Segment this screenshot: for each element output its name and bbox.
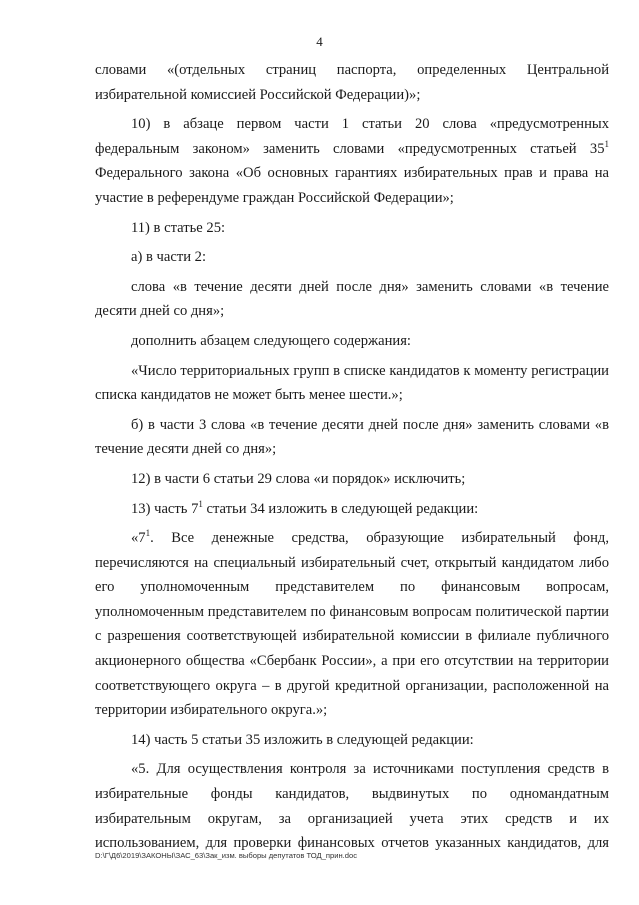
page-number: 4: [316, 34, 323, 49]
document-body: [95, 58, 609, 861]
paragraph: слова «в течение десяти дней после дня» заменить словами «в течение десяти дней со дня»;: [95, 278, 609, 320]
paragraph: «5. Для осуществления контроля за источниками поступления средств в избирательные фонды кандидатов, выдвинутых по одномандатным избирательным округам, за организацией учета этих средств и их использованием, для проверки финансовых отчетов указанных кандидатов, для: [95, 761, 609, 852]
paragraph: словами «(отдельных страниц паспорта, определенных Центральной избирательной комиссией Российской Федерации)»;: [95, 62, 609, 103]
paragraph: б) в части 3 слова «в течение десяти дней после дня» заменить словами «в течение десяти дней со дня»;: [95, 416, 609, 458]
paragraph: 11) в статье 25:: [131, 219, 226, 236]
file-path-footer: D:\Г\Д6\2019\ЗАКОНЫ\ЗАС_63\Зак_изм. выборы депутатов ТОД_прин.doc: [95, 851, 358, 860]
paragraph: 13) часть $7^1$ статьи 34 изложить в следующей редакции:: [131, 498, 479, 517]
paragraph: «Число территориальных групп в списке кандидатов к моменту регистрации списка кандидатов не может быть менее шести.»;: [95, 362, 609, 404]
paragraph: дополнить абзацем следующего содержания:: [131, 332, 411, 349]
paragraph: 10) в абзаце первом части 1 статьи 20 слова «предусмотренных федеральным законом» заменить словами «предусмотренных статьей $35^1$ Федерального закона «Об основных гарантиях избирательных прав и права на участие в референдуме граждан Российской Федерации»;: [95, 116, 609, 206]
paragraph: 12) в части 6 статьи 29 слова «и порядок» исключить;: [131, 470, 466, 487]
paragraph: «$7^1$. Все денежные средства, образующие избирательный фонд, перечисляются на специальный избирательный счет, открытый кандидатом либо его уполномоченным представителем по финансовым вопросам, уполномоченным представителем по финансовым вопросам политической партии с разрешения соответствующей избирательной комиссии в филиале публичного акционерного общества «Сбербанк России», а при его отсутствии на территории соответствующего округа – в другой кредитной организации, расположенной на территории избирательного округа.»;: [95, 528, 609, 719]
paragraph: а) в части 2:: [131, 249, 207, 266]
paragraph: 14) часть 5 статьи 35 изложить в следующей редакции:: [131, 731, 474, 748]
